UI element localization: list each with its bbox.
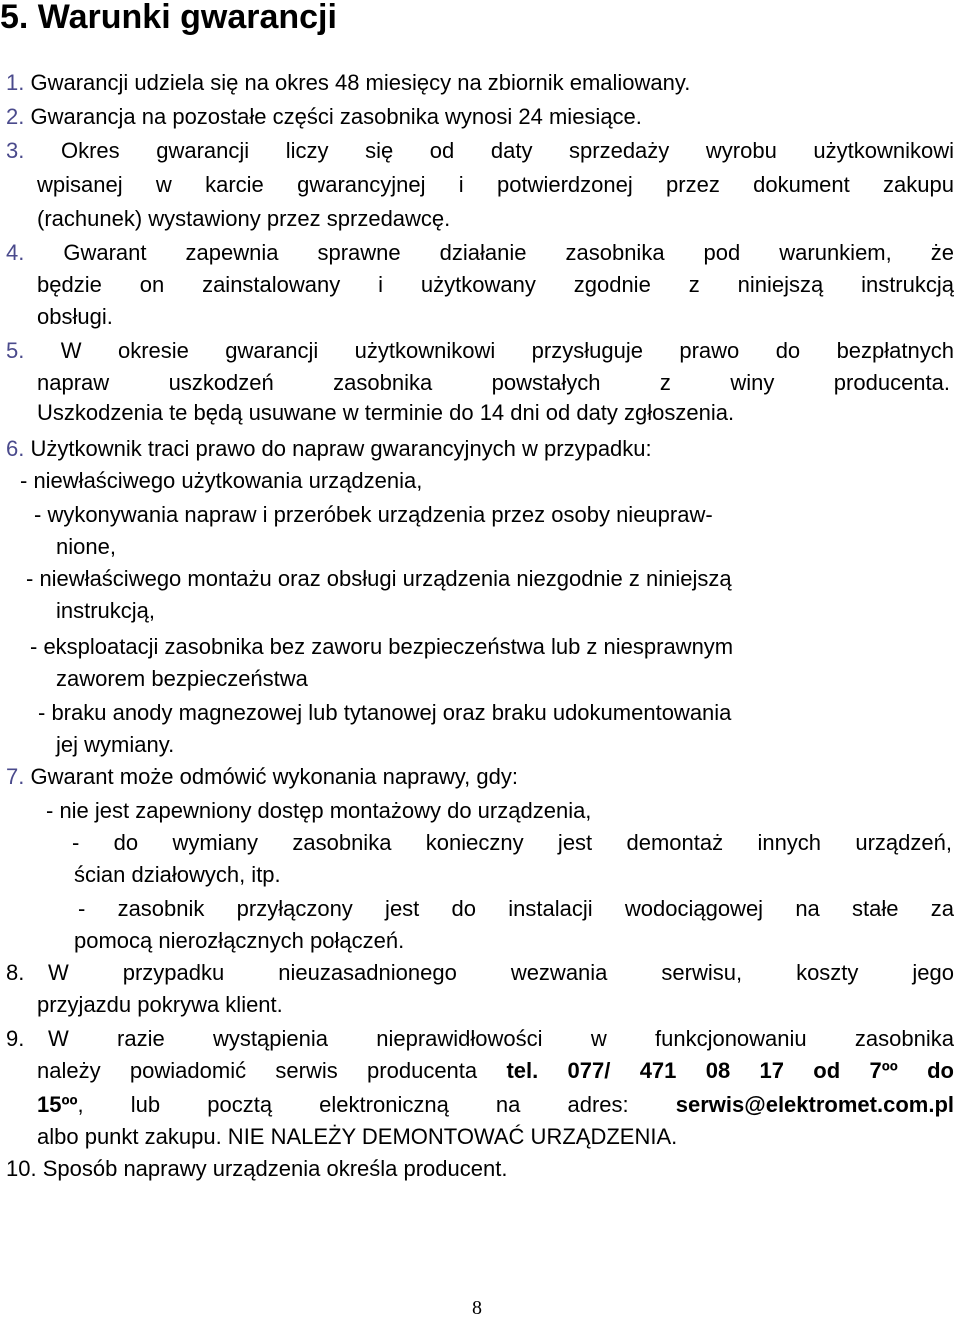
item-continuation: będzie on zainstalowany i użytkowany zgodnie z niniejszą instrukcją — [37, 272, 954, 297]
text-segment: należy powiadomić serwis producenta — [37, 1058, 507, 1083]
bullet-continuation: nione, — [56, 534, 116, 559]
item-number: 6. — [6, 436, 25, 461]
warranty-item-5 — [6, 336, 954, 366]
bullet-continuation: jej wymiany. — [56, 732, 175, 757]
item-continuation: wpisanej w karcie gwarancyjnej i potwierdzonej przez dokument zakupu — [37, 172, 954, 197]
refusal-bullet: - do wymiany zasobnika konieczny jest demontaż innych urządzeń, — [72, 830, 952, 855]
service-hours: 15ºº — [37, 1092, 78, 1117]
warranty-item-3 — [6, 136, 954, 166]
warranty-item-1 — [6, 68, 690, 98]
item-number: 2. — [6, 104, 25, 129]
warranty-item-6 — [6, 434, 652, 464]
item-text: Gwarant może odmówić wykonania naprawy, gdy: — [30, 764, 518, 789]
bullet-continuation: ścian działowych, itp. — [74, 862, 281, 887]
warranty-item-4 — [6, 238, 954, 268]
service-phone: tel. 077/ 471 08 17 od 7ºº do — [506, 1058, 954, 1083]
item-continuation — [37, 1056, 954, 1086]
item-text-line: W okresie gwarancji użytkownikowi przysługuje prawo do bezpłatnych — [60, 338, 954, 363]
item-continuation: obsługi. — [37, 304, 113, 329]
refusal-bullet: - zasobnik przyłączony jest do instalacji wodociągowej na stałe za — [78, 896, 954, 921]
item-text: Gwarancja na pozostałe części zasobnika wynosi 24 miesiące. — [30, 104, 642, 129]
item-number: 7. — [6, 764, 25, 789]
warranty-item-7 — [6, 762, 518, 792]
item-number: 8. — [6, 960, 25, 985]
item-number: 9. — [6, 1026, 25, 1051]
item-continuation: Uszkodzenia te będą usuwane w terminie do 14 dni od daty zgłoszenia. — [37, 400, 735, 425]
item-text-line: Gwarant zapewnia sprawne działanie zasobnika pod warunkiem, że — [63, 240, 954, 265]
item-number: 10. — [6, 1156, 37, 1181]
exclusion-bullet: - braku anody magnezowej lub tytanowej oraz braku udokumentowania — [38, 700, 732, 725]
warranty-item-2 — [6, 102, 642, 132]
item-number: 5. — [6, 338, 25, 363]
item-text: Sposób naprawy urządzenia określa producent. — [42, 1156, 508, 1181]
item-text: Użytkownik traci prawo do napraw gwarancyjnych w przypadku: — [30, 436, 652, 461]
bullet-continuation: instrukcją, — [56, 598, 156, 623]
item-continuation: napraw uszkodzeń zasobnika powstałych z winy producenta. — [37, 370, 950, 395]
text-segment: , lub pocztą elektroniczną na adres: — [77, 1092, 676, 1117]
item-number: 1. — [6, 70, 25, 95]
bullet-continuation: zaworem bezpieczeństwa — [56, 666, 308, 691]
section-heading: 5. Warunki gwarancji — [0, 0, 337, 36]
refusal-bullet: - nie jest zapewniony dostęp montażowy do urządzenia, — [46, 798, 592, 823]
warranty-item-9: W razie wystąpienia nieprawidłowości w funkcjonowaniu zasobnika — [48, 1026, 954, 1051]
exclusion-bullet: - niewłaściwego użytkowania urządzenia, — [20, 468, 423, 493]
exclusion-bullet: - niewłaściwego montażu oraz obsługi urządzenia niezgodnie z niniejszą — [26, 566, 732, 591]
exclusion-bullet: - wykonywania napraw i przeróbek urządzenia przez osoby nieupraw- — [34, 502, 713, 527]
item-continuation — [37, 1090, 954, 1120]
warranty-item-8: W przypadku nieuzasadnionego wezwania serwisu, koszty jego — [48, 960, 954, 985]
item-number: 4. — [6, 240, 25, 265]
page-number: 8 — [472, 1297, 482, 1319]
item-continuation: albo punkt zakupu. NIE NALEŻY DEMONTOWAĆ URZĄDZENIA. — [37, 1124, 678, 1149]
bullet-continuation: pomocą nierozłącznych połączeń. — [74, 928, 405, 953]
item-continuation: przyjazdu pokrywa klient. — [37, 992, 283, 1017]
exclusion-bullet: - eksploatacji zasobnika bez zaworu bezpieczeństwa lub z niesprawnym — [30, 634, 734, 659]
warranty-item-10 — [6, 1154, 507, 1184]
item-continuation: (rachunek) wystawiony przez sprzedawcę. — [37, 206, 451, 231]
item-number: 3. — [6, 138, 25, 163]
item-text: Gwarancji udziela się na okres 48 miesięcy na zbiornik emaliowany. — [30, 70, 691, 95]
service-email: serwis@elektromet.com.pl — [675, 1092, 954, 1117]
item-text-line: Okres gwarancji liczy się od daty sprzedaży wyrobu użytkownikowi — [60, 138, 954, 163]
